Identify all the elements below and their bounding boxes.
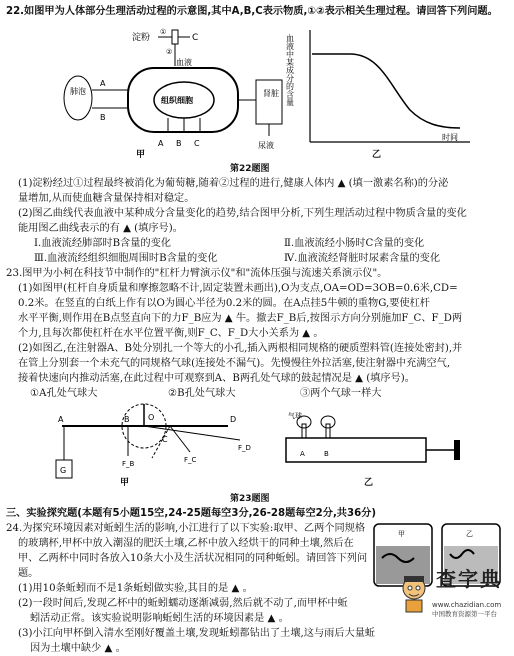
q23-part1-d: 个力,且每次都使杠杆在水平位置平衡,则F_C、F_D大小关系为 ▲ 。: [18, 328, 324, 339]
tissue-cell-label: 组织细胞: [161, 96, 193, 105]
lever-c-label: C: [162, 435, 168, 444]
q22-option-2: Ⅱ.血液流经小肠时C含量的变化: [284, 238, 425, 249]
force-fc-label: F_C: [184, 456, 197, 464]
a-label: A: [100, 79, 106, 88]
q22-part1-a: (1)淀粉经过①过程最终被消化为葡萄糖,随着②过程的进行,健康人体内 ▲ (填一激素名称)的分泌: [18, 178, 449, 189]
q22-part2-b: 能用图乙曲线表示的有 ▲ (填序号)。: [18, 223, 183, 234]
c-label-2: C: [194, 139, 200, 148]
q23-part2-b: 在管上分别套一个未充气的同规格气球(连接处不漏气)。先慢慢往外拉活塞,使注射器中充满空气,: [18, 358, 451, 369]
lever-o-label: O: [148, 413, 155, 422]
q22-stem: 22.如图甲为人体部分生理活动过程的示意图,其中A,B,C表示物质,①②表示相关生理过程。请回答下列问题。: [6, 6, 498, 17]
q24-part2-b: 蚓活动正常。该实验说明影响蚯蚓生活的环境因素是 ▲ 。: [30, 613, 289, 624]
watermark-title: 查字典: [436, 567, 502, 591]
balloon-label: 气球: [288, 412, 302, 420]
q24-part3-b: 因为土壤中缺少 ▲ 。: [30, 643, 126, 654]
process-2-label: ②: [166, 48, 173, 56]
weight-g-label: G: [60, 466, 67, 475]
q23-stem: 23.图甲为小柯在科技节中制作的"杠杆力臂演示仪"和"流体压强与流速关系演示仪"。: [6, 268, 388, 279]
lever-d-label: D: [230, 415, 237, 424]
cup-jia-label: 甲: [398, 530, 405, 538]
a-label-2: A: [158, 139, 164, 148]
q24-line-4: 题。: [18, 568, 39, 579]
q23-syringe-figure: [266, 408, 466, 474]
watermark-subtitle: 中国教育资源第一平台: [432, 610, 497, 618]
syringe-b-label: B: [324, 450, 329, 458]
chazidian-watermark: [396, 567, 510, 638]
section3-heading: 三、实验探究题(本题有5小题15空,24-25题每空3分,26-28题每空2分,共36分): [6, 508, 377, 519]
q23-option-2: ②B孔处气球大: [168, 388, 236, 399]
q24-line-3: 甲、乙两杯中同时各放入10条大小及生活状况相同的同种蚯蚓。请回答下列问: [18, 553, 368, 564]
curve-ylabel: 血液中某成分的含量: [285, 34, 295, 106]
q23-option-1: ①A孔处气球大: [30, 388, 98, 399]
c-label: C: [192, 33, 199, 43]
q23-lever-figure: [40, 400, 260, 500]
blood-label: 血液: [176, 58, 192, 67]
q23-part1-a: (1)如图甲(杠杆自身质量和摩擦忽略不计,固定装置未画出),O为支点,OA=OD=3OB=0.6米,CD=: [18, 283, 458, 294]
urine-label: 尿液: [258, 141, 274, 150]
q22-part2-a: (2)图乙曲线代表血液中某种成分含量变化的趋势,结合图甲分析,下列生理活动过程中物质含量的变化: [18, 208, 467, 219]
cup-yi-label: 乙: [466, 530, 473, 538]
starch-label: 淀粉: [132, 33, 151, 43]
q22-option-1: Ⅰ.血液流经肺部时B含量的变化: [34, 238, 171, 249]
q23-part1-c: 水平平衡,则作用在B点竖直向下的力F_B应为 ▲ 牛。撤去F_B后,按图示方向分别施加F_C、F_D两: [18, 313, 463, 324]
q23-part2-a: (2)如图乙,在注射器A、B处分别扎一个等大的小孔,插入两根相同规格的硬质塑料管(连接处密封),并: [18, 343, 463, 354]
b-label-2: B: [176, 139, 182, 148]
syringe-a-label: A: [300, 450, 305, 458]
mascot-icon: [398, 574, 430, 614]
kidney-label: 肾脏: [263, 89, 279, 98]
q22-figure-jia: [60, 22, 300, 152]
q23-fig-caption: 第23题图: [230, 494, 270, 504]
curve-xlabel: 时间: [442, 133, 458, 142]
q23-part1-b: 0.2米。在竖直的白纸上作有以O为圆心半径为0.2米的圆。在A点挂5牛顿的重物G,要使杠杆: [18, 298, 430, 309]
q22-fig-caption: 第22题图: [230, 164, 270, 174]
q24-line-2: 的玻璃杯,甲杯中放入潮湿的肥沃土壤,乙杯中放入经烘干的同种土壤,然后在: [18, 538, 354, 549]
q23-label-jia: 甲: [120, 478, 130, 488]
q24-line-1: 24.为探究环境因素对蚯蚓生活的影响,小江进行了以下实验:取甲、乙两个同规格: [6, 523, 366, 534]
b-label: B: [100, 113, 106, 122]
q22-option-3: Ⅲ.血液流经组织细胞周围时B含量的变化: [34, 253, 218, 264]
q23-label-yi: 乙: [364, 478, 374, 488]
q24-part1: (1)用10条蚯蚓而不是1条蚯蚓做实验,其目的是 ▲ 。: [18, 583, 253, 594]
q24-part2-a: (2)一段时间后,发现乙杯中的蚯蚓蠕动逐渐减弱,然后就不动了,而甲杯中蚯: [18, 598, 348, 609]
q22-curve-chart: [285, 24, 490, 152]
lever-a-label: A: [58, 415, 64, 424]
lever-b-label: B: [124, 415, 130, 424]
q23-option-3: ③两个气球一样大: [300, 388, 382, 399]
lung-label: 肺泡: [70, 87, 86, 96]
q22-part1-b: 量增加,从而使血糖含量保持相对稳定。: [18, 193, 195, 204]
watermark-url: www.chazidian.com: [432, 601, 502, 609]
q22-option-4: Ⅳ.血液流经肾脏时尿素含量的变化: [284, 253, 441, 264]
force-fd-label: F_D: [238, 444, 251, 452]
force-fb-label: F_B: [122, 460, 135, 468]
q22-label-jia: 甲: [136, 150, 146, 160]
q24-part3-a: (3)小江向甲杯倒入清水至刚好覆盖土壤,发现蚯蚓都钻出了土壤,这与雨后大量蚯: [18, 628, 376, 639]
q22-label-yi: 乙: [372, 150, 382, 160]
process-1-label: ①: [160, 28, 167, 36]
curve-line: [312, 54, 460, 128]
q23-part2-c: 接着快速向内推动活塞,在此过程中可观察到A、B两孔处气球的鼓起情况是 ▲ (填序号)。: [18, 373, 415, 384]
